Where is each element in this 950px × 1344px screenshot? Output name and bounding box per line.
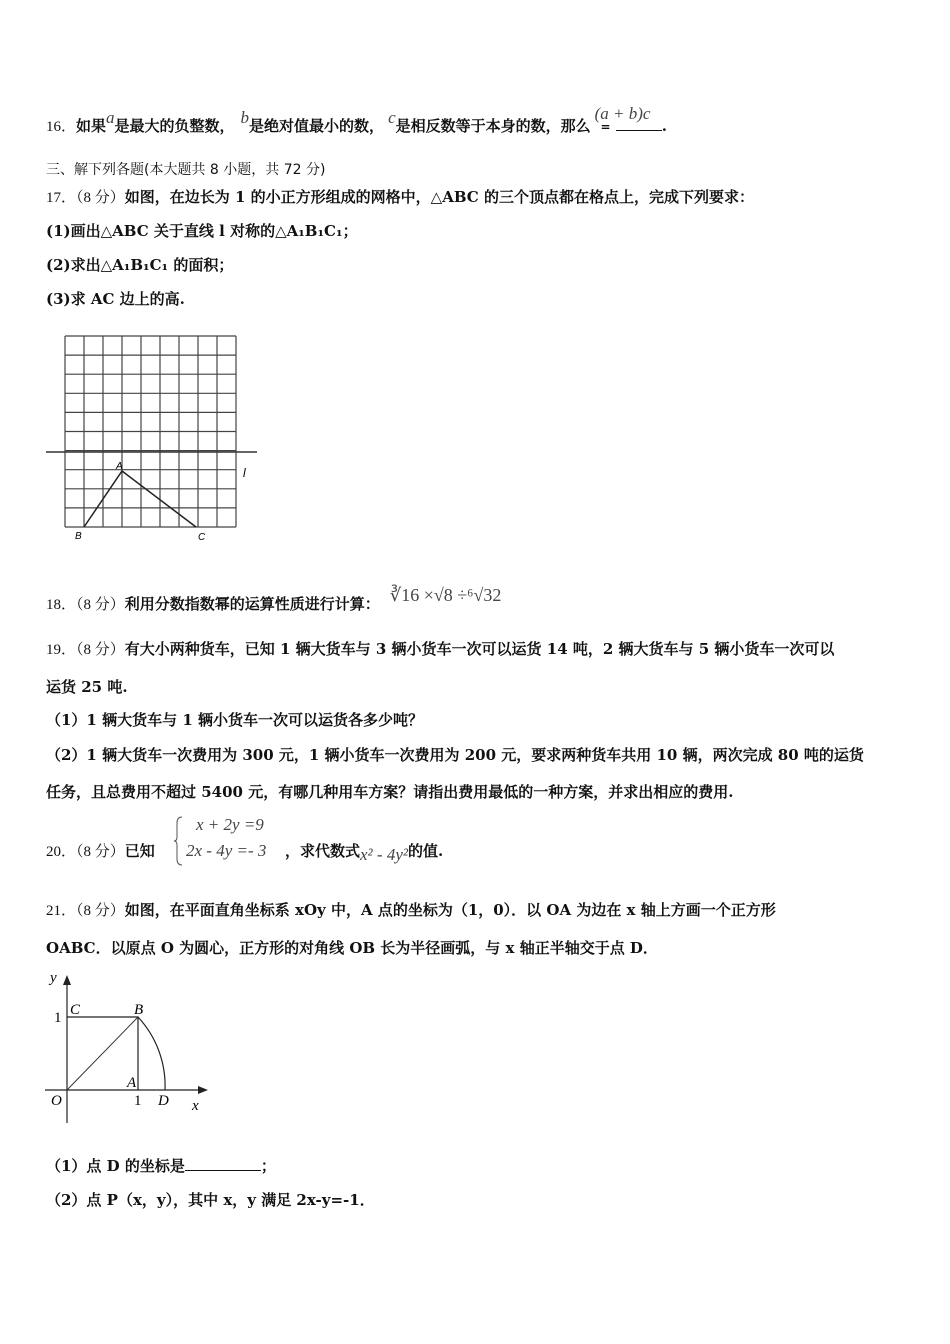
q19-part2-cont: 任务，且总费用不超过 5400 元，有哪几种用车方案？请指出费用最低的一种方案，并求出相应的费用. [46, 783, 734, 801]
equation-2: 2x - 4y =- 3 [186, 841, 267, 860]
var-b: b [240, 108, 250, 127]
q16-expression: (a + b)c [594, 104, 651, 123]
tick-label-y-1: 1 [54, 1010, 62, 1026]
q19-part1: （1）1 辆大货车与 1 辆小货车一次可以运货各多少吨？ [46, 711, 423, 729]
question-21 [46, 901, 776, 920]
question-17 [46, 188, 754, 207]
q18-number: 18． [46, 597, 77, 613]
q19-text: 有大小两种货车，已知 1 辆大货车与 3 辆小货车一次可以运货 14 吨，2 辆大货车与 5 辆小货车一次可以 [124, 640, 835, 658]
question-18 [46, 585, 502, 614]
label-a: A [127, 1075, 137, 1091]
q20-number: 20． [46, 844, 77, 860]
q20-text: 的值. [407, 842, 444, 860]
label-b: B [75, 531, 82, 542]
q19-text-cont: 运货 25 吨. [46, 678, 128, 696]
label-a: A [116, 461, 123, 472]
grid-figure [40, 330, 270, 550]
q21-part1-text: （1）点 D 的坐标是 [46, 1157, 185, 1175]
q21-score: （8 分） [76, 903, 125, 919]
q21-number: 21． [46, 903, 77, 919]
question-20 [46, 842, 155, 861]
x-arrow-icon [198, 1086, 208, 1094]
q16-text: 是最大的负整数， [114, 117, 235, 135]
equals: = [600, 120, 611, 134]
coordinate-figure [40, 965, 220, 1130]
question-19 [46, 640, 834, 659]
q19-part2: （2）1 辆大货车一次费用为 300 元，1 辆小货车一次费用为 200 元，要求两种货车共用 10 辆，两次完成 80 吨的运货 [46, 746, 864, 764]
var-a: a [106, 108, 115, 127]
q16-number: 16． [46, 119, 77, 135]
label-o: O [51, 1093, 62, 1109]
q17-text: 如图，在边长为 1 的小正方形组成的网格中，△ABC 的三个顶点都在格点上，完成下列要求： [124, 188, 754, 206]
q17-part2: (2)求出△A₁B₁C₁ 的面积； [46, 256, 234, 274]
tick-label-x-1: 1 [134, 1093, 142, 1109]
q19-number: 19． [46, 642, 77, 658]
label-b: B [134, 1002, 144, 1018]
q16-text: 如果 [76, 117, 107, 135]
q20-expression: x² - 4y² [360, 845, 408, 864]
q17-score: （8 分） [76, 190, 125, 206]
label-y: y [50, 970, 57, 986]
q18-expression: ∛16 ×√8 ÷⁶√32 [389, 585, 502, 605]
section-3-heading: 三、解下列各题(本大题共 8 小题，共 72 分) [46, 162, 326, 178]
q20-text-2 [285, 842, 444, 864]
period: . [661, 117, 667, 135]
question-16 [46, 104, 667, 136]
q16-text: 是绝对值最小的数， [249, 117, 385, 135]
semicolon: ； [260, 1157, 276, 1175]
q19-score: （8 分） [76, 642, 125, 658]
label-l: l [243, 466, 246, 480]
q16-text: 是相反数等于本身的数，那么 [395, 117, 591, 135]
q21-text-cont: OABC．以原点 O 为圆心，正方形的对角线 OB 长为半径画弧，与 x 轴正半轴交于点 D． [46, 939, 658, 957]
arc-bd [138, 1017, 165, 1090]
y-arrow-icon [63, 975, 71, 985]
brace-icon [174, 815, 184, 867]
q21-text: 如图，在平面直角坐标系 xOy 中，A 点的坐标为（1，0）．以 OA 为边在 x 轴上方画一个正方形 [124, 901, 776, 919]
q17-part1: (1)画出△ABC 关于直线 l 对称的△A₁B₁C₁； [46, 222, 358, 240]
q18-score: （8 分） [76, 597, 125, 613]
q20-text: 已知 [124, 842, 155, 860]
q21-part2: （2）点 P（x，y），其中 x，y 满足 2x-y=-1． [46, 1191, 375, 1209]
equation-1: x + 2y =9 [196, 815, 264, 834]
var-c: c [388, 108, 396, 127]
q21-part1 [46, 1156, 276, 1175]
label-c: C [70, 1002, 81, 1018]
q18-text: 利用分数指数幂的运算性质进行计算： [124, 595, 380, 613]
label-d: D [158, 1093, 169, 1109]
label-c: C [198, 532, 206, 543]
q20-score: （8 分） [76, 844, 125, 860]
q17-part3: (3)求 AC 边上的高. [46, 290, 185, 308]
q17-number: 17． [46, 190, 77, 206]
answer-blank[interactable] [185, 1156, 261, 1171]
label-x: x [192, 1098, 199, 1114]
q20-text: ，求代数式 [285, 842, 361, 860]
